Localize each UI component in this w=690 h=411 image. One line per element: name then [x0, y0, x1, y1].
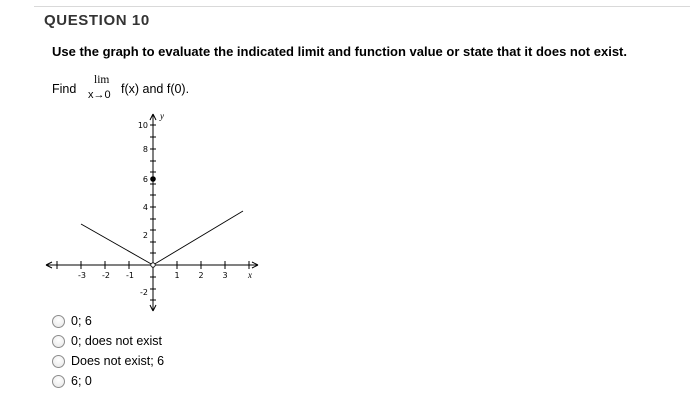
y-tick-label: -2 [140, 288, 148, 297]
question-title: QUESTION 10 [44, 12, 150, 29]
x-axis-label: x [248, 270, 252, 280]
y-tick-label: 2 [142, 231, 148, 240]
answer-option-label: 6; 0 [71, 374, 92, 388]
function-graph [36, 105, 266, 315]
open-circle-origin [151, 263, 155, 267]
radio-button[interactable] [52, 315, 65, 328]
answer-option-0[interactable] [52, 314, 92, 328]
y-axis-label: y [160, 111, 164, 121]
y-tick-label: 8 [142, 145, 148, 154]
y-tick-label: 10 [137, 121, 148, 130]
x-tick-label: -3 [78, 271, 86, 280]
answer-option-2[interactable] [52, 354, 164, 368]
answer-option-3[interactable] [52, 374, 92, 388]
y-tick-label: 4 [142, 203, 148, 212]
question-prompt: Use the graph to evaluate the indicated limit and function value or state that it does not exist. [52, 44, 627, 59]
limit-word: lim [94, 74, 110, 86]
answer-option-label: 0; does not exist [71, 334, 163, 348]
radio-button[interactable] [52, 335, 65, 348]
radio-button[interactable] [52, 375, 65, 388]
answer-option-1[interactable] [52, 334, 162, 348]
answer-option-label: Does not exist; 6 [71, 354, 165, 368]
graph-right-branch [153, 211, 243, 265]
solid-point-f0 [150, 176, 156, 182]
x-tick-label: 2 [198, 271, 204, 280]
answer-option-label: 0; 6 [71, 314, 92, 328]
x-tick-label: 1 [174, 271, 180, 280]
find-label: Find [52, 82, 77, 96]
y-tick-label: 6 [142, 175, 148, 184]
limit-expression: f(x) and f(0). [121, 82, 190, 96]
radio-button[interactable] [52, 355, 65, 368]
x-tick-label: -2 [102, 271, 110, 280]
top-divider [34, 6, 690, 7]
x-tick-label: -1 [126, 271, 134, 280]
limit-subscript: x→0 [88, 89, 111, 101]
x-tick-label: 3 [222, 271, 228, 280]
